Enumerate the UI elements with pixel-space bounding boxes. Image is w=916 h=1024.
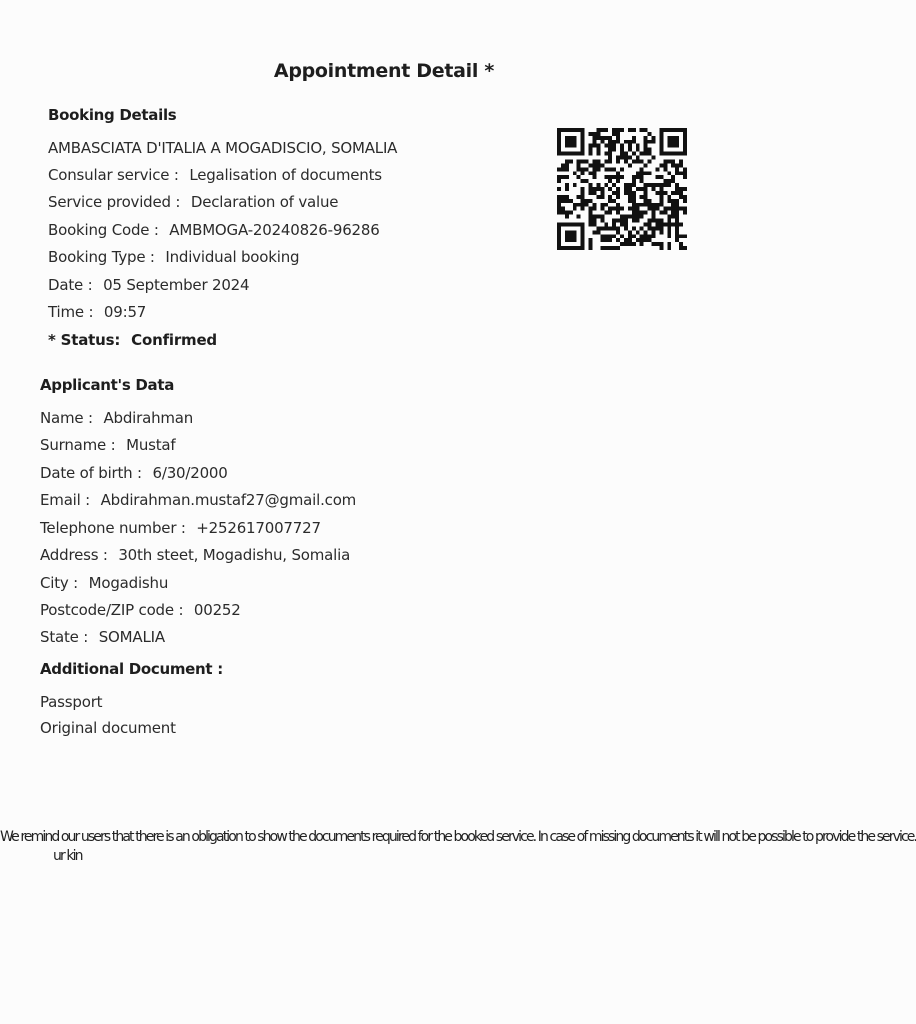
applicant-data-heading: Applicant's Data — [40, 376, 175, 394]
dob-label: Date of birth : — [40, 464, 142, 482]
qr-code-icon — [557, 127, 687, 251]
booking-office — [48, 139, 397, 157]
phone-row — [40, 519, 321, 537]
address-row — [40, 546, 350, 564]
state-label: State : — [40, 628, 89, 646]
booking-details-heading: Booking Details — [48, 106, 177, 124]
service-provided-label: Service provided : — [48, 193, 181, 211]
city-value: Mogadishu — [88, 574, 169, 592]
email-row — [40, 491, 356, 509]
booking-type-label: Booking Type : — [48, 248, 155, 266]
footer-note: We remind our users that there is an obligation to show the documents required for the booked service. In case of missing documents it will not be possible to provide the service. — [0, 829, 916, 845]
time-row — [48, 303, 146, 321]
booking-type-value: Individual booking — [165, 248, 300, 266]
address-value: 30th steet, Mogadishu, Somalia — [118, 546, 351, 564]
name-value: Abdirahman — [103, 409, 194, 427]
postcode-value: 00252 — [193, 601, 241, 619]
phone-label: Telephone number : — [40, 519, 186, 537]
name-row — [40, 409, 193, 427]
dob-value: 6/30/2000 — [152, 464, 228, 482]
status-label: * Status: — [48, 331, 121, 349]
name-label: Name : — [40, 409, 93, 427]
service-provided-value: Declaration of value — [190, 193, 339, 211]
consular-service-label: Consular service : — [48, 166, 179, 184]
state-row — [40, 628, 165, 646]
date-label: Date : — [48, 276, 93, 294]
email-value: Abdirahman.mustaf27@gmail.com — [100, 491, 357, 509]
surname-row — [40, 436, 176, 454]
additional-document-heading: Additional Document : — [40, 660, 223, 678]
page-title: Appointment Detail * — [273, 60, 495, 82]
surname-label: Surname : — [40, 436, 116, 454]
booking-code-row — [48, 221, 380, 239]
status-row — [48, 331, 217, 349]
service-provided-row — [48, 193, 338, 211]
document-item: Passport — [40, 693, 103, 711]
surname-value: Mustaf — [126, 436, 176, 454]
time-label: Time : — [48, 303, 94, 321]
postcode-row — [40, 601, 241, 619]
postcode-label: Postcode/ZIP code : — [40, 601, 184, 619]
consular-service-value: Legalisation of documents — [189, 166, 382, 184]
city-row — [40, 574, 168, 592]
city-label: City : — [40, 574, 79, 592]
office-value: AMBASCIATA D'ITALIA A MOGADISCIO, SOMALIA — [48, 139, 398, 157]
state-value: SOMALIA — [98, 628, 165, 646]
address-label: Address : — [40, 546, 108, 564]
date-row — [48, 276, 249, 294]
footer-note-continued: ur kin — [53, 848, 82, 864]
booking-code-value: AMBMOGA-20240826-96286 — [169, 221, 380, 239]
document-item: Original document — [40, 719, 176, 737]
booking-code-label: Booking Code : — [48, 221, 159, 239]
booking-type-row — [48, 248, 299, 266]
phone-value: +252617007727 — [196, 519, 321, 537]
email-label: Email : — [40, 491, 91, 509]
status-badge: Confirmed — [131, 331, 217, 349]
consular-service-row — [48, 166, 382, 184]
date-value: 05 September 2024 — [103, 276, 250, 294]
dob-row — [40, 464, 228, 482]
time-value: 09:57 — [103, 303, 147, 321]
